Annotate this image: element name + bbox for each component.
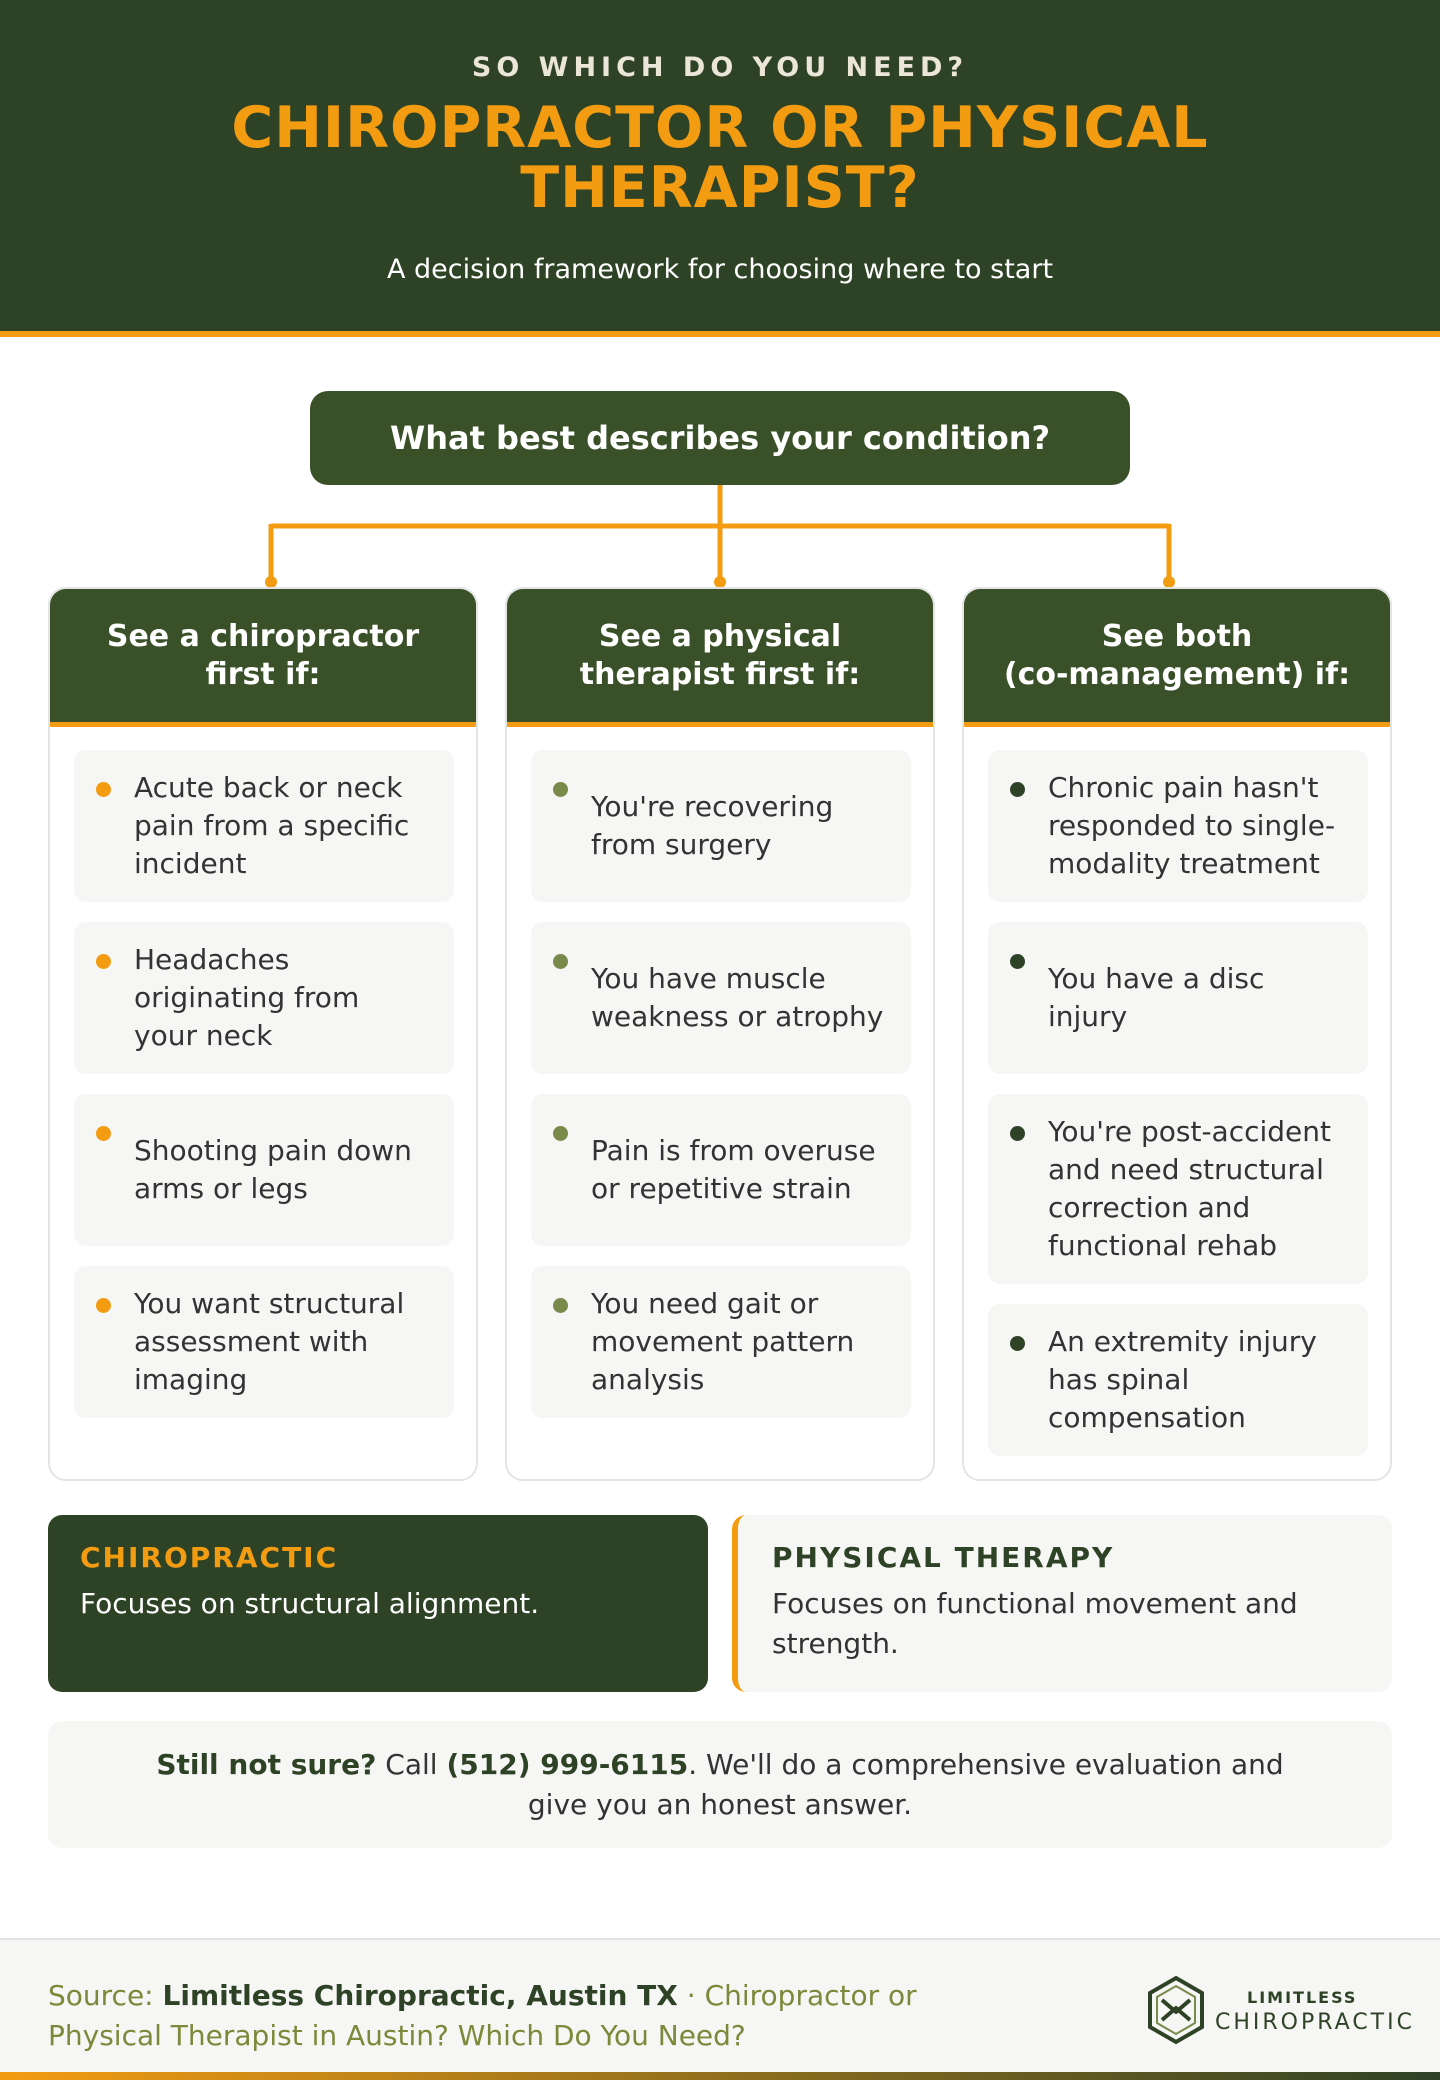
bullet-dot	[1010, 954, 1025, 969]
list-item	[531, 750, 911, 902]
list-item	[988, 1094, 1368, 1284]
source-separator: ·	[686, 1979, 696, 2012]
list-item-text: You want structural assessment with imaging	[134, 1287, 405, 1396]
column-heading-text: See a chiropractor first if:	[106, 618, 420, 692]
cta-phone[interactable]: (512) 999-6115	[446, 1747, 689, 1781]
cta-rest: . We'll do a comprehensive evaluation and give you an honest answer.	[527, 1747, 1284, 1821]
page-title-line-2: THERAPIST?	[520, 155, 920, 221]
decision-connector	[0, 0, 1440, 600]
list-item-text: You have a disc injury	[1048, 962, 1265, 1033]
footer	[0, 1938, 1440, 2080]
column-heading	[507, 589, 933, 727]
source-label: Source:	[48, 1979, 154, 2012]
bullet-dot	[1010, 782, 1025, 797]
list-item	[74, 1094, 454, 1246]
column-chiropractor	[48, 587, 478, 1481]
list-item	[988, 1304, 1368, 1456]
call-to-action	[48, 1721, 1392, 1848]
cta-call: Call	[385, 1747, 438, 1781]
list-item	[531, 1094, 911, 1246]
list-item	[531, 1266, 911, 1418]
list-item	[988, 922, 1368, 1074]
bullet-dot	[553, 782, 568, 797]
chiropractic-definition	[48, 1515, 708, 1692]
list-item-text: You're recovering from surgery	[591, 790, 834, 861]
source-name: Limitless Chiropractic, Austin TX	[162, 1979, 678, 2012]
bottom-accent-bar	[0, 2072, 1440, 2080]
column-heading	[964, 589, 1390, 727]
source-citation	[48, 1976, 1008, 2056]
physical-therapy-definition	[732, 1515, 1392, 1692]
column-heading	[50, 589, 476, 727]
bullet-dot	[96, 954, 111, 969]
page-title-line-1: CHIROPRACTOR OR PHYSICAL	[231, 95, 1209, 161]
page-subtitle: A decision framework for choosing where to start	[386, 254, 1054, 285]
list-item-text: Chronic pain hasn't responded to single-modality treatment	[1048, 771, 1336, 880]
column-heading-line-2: (co-management) if:	[1003, 656, 1351, 692]
cta-text	[138, 1745, 1302, 1825]
list-item	[74, 750, 454, 902]
chiropractic-text: Focuses on structural alignment.	[80, 1587, 540, 1620]
bullet-dot	[553, 1126, 568, 1141]
bullet-dot	[553, 1298, 568, 1313]
physical-therapy-label: PHYSICAL THERAPY	[772, 1541, 1115, 1574]
list-item-text: You're post-accident and need structural correction and functional rehab	[1048, 1115, 1332, 1262]
list-item	[531, 922, 911, 1074]
list-item-text: Acute back or neck pain from a specific incident	[134, 771, 410, 880]
cta-lead: Still not sure?	[156, 1747, 377, 1781]
column-heading-text: See a physical therapist first if:	[579, 618, 861, 692]
list-item-text: An extremity injury has spinal compensation	[1048, 1325, 1317, 1434]
column-heading-text	[1004, 618, 1350, 694]
bullet-dot	[96, 1126, 111, 1141]
bullet-dot	[96, 1298, 111, 1313]
decision-question-text: What best describes your condition?	[389, 419, 1051, 457]
column-co-management	[962, 587, 1392, 1481]
physical-therapy-text: Focuses on functional movement and strength.	[772, 1587, 1298, 1660]
header-kicker: SO WHICH DO YOU NEED?	[471, 52, 969, 83]
chiropractic-label: CHIROPRACTIC	[80, 1541, 339, 1574]
bullet-dot	[1010, 1126, 1025, 1141]
limitless-logo	[1145, 1974, 1415, 2046]
list-item-text: You need gait or movement pattern analysis	[591, 1287, 855, 1396]
bullet-dot	[1010, 1336, 1025, 1351]
list-item	[74, 922, 454, 1074]
bullet-dot	[553, 954, 568, 969]
bullet-dot	[96, 782, 111, 797]
list-item-text: Shooting pain down arms or legs	[134, 1134, 412, 1205]
list-item-text: You have muscle weakness or atrophy	[591, 962, 884, 1033]
source-title: Chiropractor or Physical Therapist in Austin? Which Do You Need?	[48, 1979, 917, 2052]
logo-wordmark-top: LIMITLESS	[1247, 1988, 1358, 2007]
list-item	[74, 1266, 454, 1418]
list-item-text: Pain is from overuse or repetitive strain	[591, 1134, 876, 1205]
hexagon-logo-icon	[1145, 1974, 1207, 2046]
column-physical-therapist	[505, 587, 935, 1481]
column-heading-line-1: See both	[1101, 618, 1253, 654]
list-item-text: Headaches originating from your neck	[134, 943, 360, 1052]
logo-wordmark-bottom: CHIROPRACTIC	[1215, 2010, 1415, 2035]
list-item	[988, 750, 1368, 902]
